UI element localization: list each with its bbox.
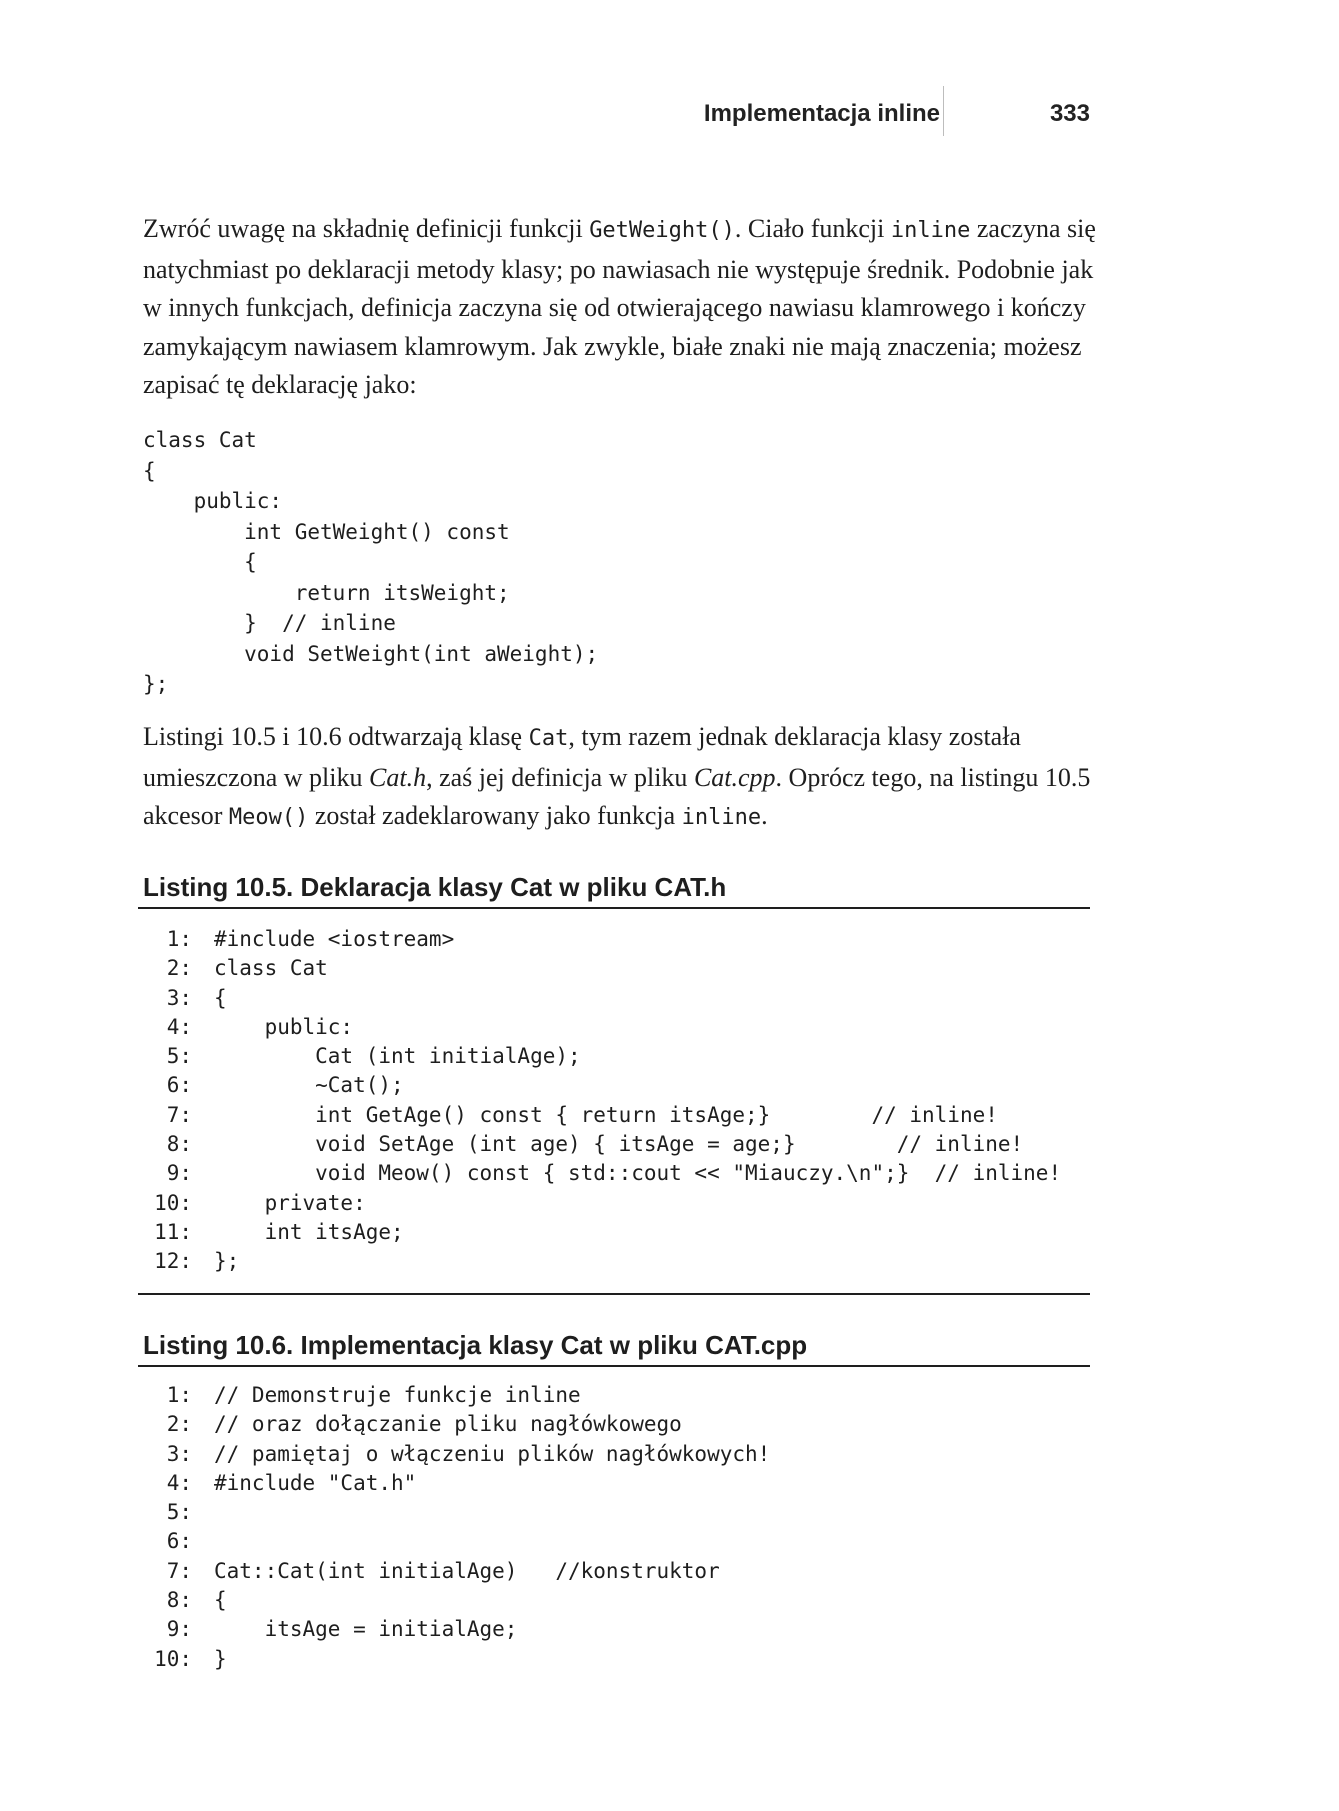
line-code: ~Cat(); <box>214 1073 404 1098</box>
code-line <box>152 954 1061 983</box>
line-number: 9: <box>166 1617 192 1642</box>
line-number: 5: <box>166 1044 192 1069</box>
line-number: 1: <box>166 1383 192 1407</box>
code-line <box>152 984 1061 1013</box>
line-code: #include <iostream> <box>214 927 455 951</box>
line-code: class Cat <box>214 956 328 981</box>
paragraph-text: , tym razem jednak deklaracja klasy została umieszczona w pliku <box>143 722 1021 792</box>
paragraph-text: zaczyna się natychmiast po deklaracji metody klasy; po nawiasach nie występuje średnik. Podobnie jak w innych funkcjach, definicja zaczyna się od otwierającego nawiasu klamrowego i kończy zamykającym nawiasem klamrowym. Jak zwykle, białe znaki nie mają znaczenia; możesz zapisać tę deklarację jako: <box>143 214 1096 399</box>
paragraph-text: . Ciało funkcji <box>734 214 891 243</box>
code-line <box>152 1189 1061 1218</box>
inline-code: Meow() <box>228 805 309 830</box>
inline-code: Cat <box>528 726 569 751</box>
code-line <box>152 1586 770 1615</box>
line-code: // pamiętaj o włączeniu plików nagłówkowych! <box>214 1441 771 1466</box>
code-line <box>152 1013 1061 1042</box>
paragraph-text: . Oprócz tego, na listingu 10.5 akcesor <box>143 762 1091 830</box>
file-name: Cat.h <box>369 762 427 792</box>
line-number: 8: <box>166 1132 192 1157</box>
line-number: 2: <box>166 956 192 981</box>
line-code: } <box>214 1646 227 1671</box>
listing-top-rule <box>138 907 1090 909</box>
listing-top-rule <box>138 1365 1090 1367</box>
line-number: 5: <box>166 1500 192 1525</box>
line-code: itsAge = initialAge; <box>214 1617 518 1642</box>
paragraph-text: , zaś jej definicja w pliku <box>426 762 694 792</box>
line-number: 2: <box>166 1412 192 1437</box>
listing-bottom-rule <box>138 1293 1090 1295</box>
code-line <box>152 1071 1061 1100</box>
line-number: 3: <box>166 985 192 1010</box>
code-line <box>152 1218 1061 1247</box>
code-line <box>152 925 1061 954</box>
paragraph-text: . <box>761 801 768 830</box>
line-number: 4: <box>166 1014 192 1039</box>
header-divider <box>943 86 944 136</box>
paragraph-text: Zwróć uwagę na składnię definicji funkcji <box>143 214 590 243</box>
inline-code: GetWeight() <box>589 218 735 243</box>
line-code: // oraz dołączanie pliku nagłówkowego <box>214 1412 682 1437</box>
inline-code: inline <box>681 805 762 830</box>
code-line <box>152 1527 770 1556</box>
code-line <box>152 1645 770 1674</box>
running-title: Implementacja inline <box>703 100 940 127</box>
line-number: 7: <box>166 1102 192 1127</box>
line-number: 10: <box>154 1190 192 1215</box>
line-code: int GetAge() const { return itsAge;} // inline! <box>214 1102 998 1127</box>
line-code: // Demonstruje funkcje inline <box>214 1383 581 1407</box>
paragraph-listings-intro <box>143 718 1103 838</box>
code-line <box>152 1130 1061 1159</box>
line-number: 1: <box>166 927 192 951</box>
line-number: 9: <box>166 1161 192 1186</box>
line-number: 12: <box>154 1249 192 1274</box>
listing-10-5-title: Listing 10.5. Deklaracja klasy Cat w pliku CAT.h <box>143 872 727 902</box>
code-line <box>152 1469 770 1498</box>
code-line <box>152 1101 1061 1130</box>
line-code: { <box>214 985 227 1010</box>
listing-10-6-title: Listing 10.6. Implementacja klasy Cat w pliku CAT.cpp <box>143 1330 808 1360</box>
line-number: 6: <box>166 1529 192 1554</box>
line-code: private: <box>214 1190 366 1215</box>
line-number: 3: <box>166 1441 192 1466</box>
code-line <box>152 1440 770 1469</box>
line-code: #include "Cat.h" <box>214 1470 417 1495</box>
code-line <box>152 1042 1061 1071</box>
line-number: 11: <box>154 1219 192 1244</box>
line-number: 4: <box>166 1470 192 1495</box>
line-code: Cat (int initialAge); <box>214 1044 581 1069</box>
line-code: void Meow() const { std::cout << "Miauczy.\n";} // inline! <box>214 1161 1062 1186</box>
inline-code: inline <box>890 218 971 243</box>
listing-10-5-code <box>152 925 1061 1277</box>
code-line <box>152 1410 770 1439</box>
line-number: 6: <box>166 1073 192 1098</box>
paragraph-text: został zadeklarowany jako funkcja <box>308 801 682 830</box>
line-code: void SetAge (int age) { itsAge = age;} // inline! <box>214 1132 1024 1157</box>
line-code: int itsAge; <box>214 1219 404 1244</box>
running-header <box>700 100 1090 136</box>
line-code: Cat::Cat(int initialAge) //konstruktor <box>214 1558 720 1583</box>
line-number: 10: <box>154 1646 192 1671</box>
code-snippet: class Cat { public: int GetWeight() const { return itsWeight; } // inline void SetWeight(int aWeight); }; <box>143 428 599 696</box>
line-code: public: <box>214 1014 354 1039</box>
code-line <box>152 1159 1061 1188</box>
file-name: Cat.cpp <box>693 762 776 792</box>
line-code: }; <box>214 1249 240 1274</box>
code-line <box>152 1498 770 1527</box>
code-line <box>152 1247 1061 1276</box>
line-code: { <box>214 1588 227 1613</box>
code-line <box>152 1381 770 1410</box>
line-number: 8: <box>166 1588 192 1613</box>
line-number: 7: <box>166 1558 192 1583</box>
page-number: 333 <box>1049 100 1090 127</box>
listing-10-6-code <box>152 1381 770 1674</box>
code-line <box>152 1557 770 1586</box>
code-line <box>152 1615 770 1644</box>
paragraph-text: Listingi 10.5 i 10.6 odtwarzają klasę <box>143 722 529 751</box>
paragraph-inline-syntax <box>143 210 1103 405</box>
